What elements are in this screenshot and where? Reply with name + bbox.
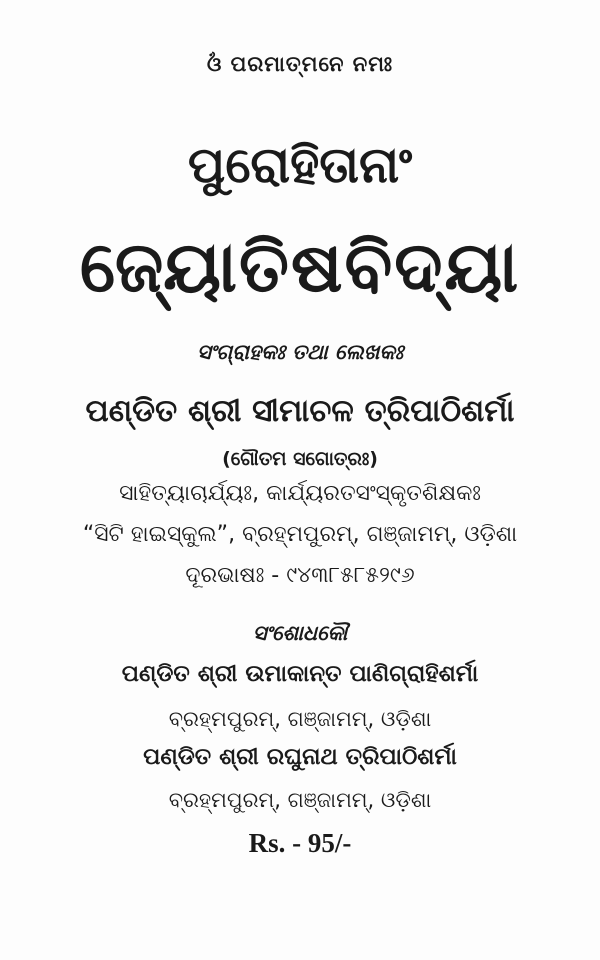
author-gotra: (ଗୌତମ ସଗୋତ୍ରଃ): [222, 448, 378, 470]
editor-2-place: ବ୍ରହ୍ମପୁରମ୍, ଗଞ୍ଜାମମ୍, ଓଡ଼ିଶା: [168, 788, 432, 812]
invocation: ଓଁ ପରମାତ୍ମନେ ନମଃ: [206, 52, 394, 76]
author-phone: ଦୂରଭାଷଃ - ୯୪୩୮୫୮୫୨୯୬: [185, 563, 415, 588]
author-name: ପଣ୍ଡିତ ଶ୍ରୀ ସୀମାଚଳ ତ୍ରିପାଠିଶର୍ମା: [85, 393, 515, 429]
editor-1-place: ବ୍ରହ୍ମପୁରମ୍, ଗଞ୍ଜାମମ୍, ଓଡ଼ିଶା: [168, 707, 432, 731]
author-school-address: “ସିଟି ହାଇସ୍କୁଲ”, ବ୍ରହ୍ମପୁରମ୍, ଗଞ୍ଜାମମ୍, ଓଡ଼ିଶା: [82, 522, 518, 547]
editors-label: ସଂଶୋଧକୌ: [252, 621, 348, 645]
book-title-line-1: ପୁରୋହିତାନାଂ: [187, 136, 413, 194]
author-qualification: ସାହିତ୍ୟାଚାର୍ଯ୍ୟଃ, କାର୍ଯ୍ୟରତସଂସ୍କୃତଶିକ୍ଷକଃ: [119, 481, 481, 506]
book-title-line-2: ଜ୍ୟୋତିଷବିଦ୍ୟା: [79, 226, 521, 308]
editor-2-name: ପଣ୍ଡିତ ଶ୍ରୀ ରଘୁନାଥ ତ୍ରିପାଠିଶର୍ମା: [143, 744, 457, 770]
price: Rs. - 95/-: [248, 828, 352, 858]
compiler-label: ସଂଗ୍ରାହକଃ ତଥା ଲେଖକଃ: [196, 340, 404, 364]
editor-1-name: ପଣ୍ଡିତ ଶ୍ରୀ ଉମାକାନ୍ତ ପାଣିଗ୍ରାହିଶର୍ମା: [121, 661, 479, 687]
